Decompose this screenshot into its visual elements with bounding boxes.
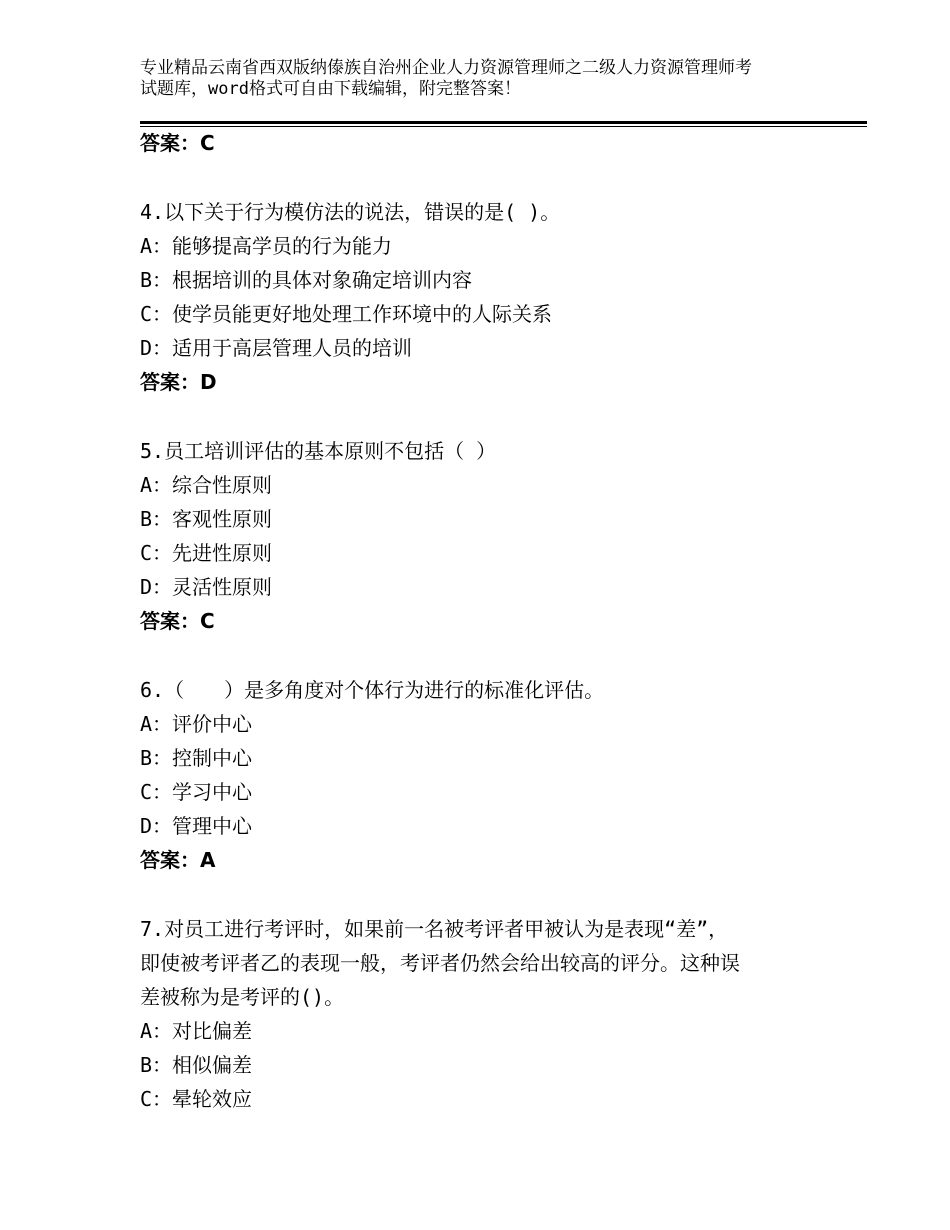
question-7-stem-line-1: 7.对员工进行考评时，如果前一名被考评者甲被认为是表现“差”， [140, 917, 729, 941]
question-7-option-b: B：相似偏差 [140, 1053, 253, 1077]
question-7-stem-line-3: 差被称为是考评的()。 [140, 985, 345, 1009]
header-rule-thin [140, 126, 867, 127]
question-6-stem: 6.（ ）是多角度对个体行为进行的标准化评估。 [140, 678, 605, 702]
question-5-answer: 答案：C [140, 609, 215, 633]
question-5-stem: 5.员工培训评估的基本原则不包括（ ） [140, 439, 497, 463]
question-7-stem-line-2: 即使被考评者乙的表现一般，考评者仍然会给出较高的评分。这种误 [140, 951, 740, 975]
question-4-option-b: B：根据培训的具体对象确定培训内容 [140, 268, 473, 292]
question-4-option-a: A：能够提高学员的行为能力 [140, 234, 393, 258]
question-4-option-c: C：使学员能更好地处理工作环境中的人际关系 [140, 302, 553, 326]
question-6-option-d: D：管理中心 [140, 814, 253, 838]
question-7-option-c: C：晕轮效应 [140, 1087, 253, 1111]
question-5-option-d: D：灵活性原则 [140, 575, 273, 599]
page-header [140, 58, 840, 100]
header-line-1: 专业精品云南省西双版纳傣族自治州企业人力资源管理师之二级人力资源管理师考 [140, 58, 752, 78]
question-4-answer: 答案：D [140, 370, 217, 394]
question-4-option-d: D：适用于高层管理人员的培训 [140, 336, 413, 360]
question-5-option-b: B：客观性原则 [140, 507, 273, 531]
question-6-option-c: C：学习中心 [140, 780, 253, 804]
question-5-option-a: A：综合性原则 [140, 473, 273, 497]
question-6-answer: 答案：A [140, 848, 216, 872]
question-4-stem: 4.以下关于行为模仿法的说法，错误的是( )。 [140, 200, 561, 224]
answer-previous: 答案：C [140, 131, 215, 155]
header-line-2: 试题库，word格式可自由下载编辑，附完整答案！ [140, 79, 521, 99]
question-5-option-c: C：先进性原则 [140, 541, 273, 565]
header-rule-thick [140, 121, 867, 124]
question-6-option-b: B：控制中心 [140, 746, 253, 770]
question-7-option-a: A：对比偏差 [140, 1019, 253, 1043]
question-6-option-a: A：评价中心 [140, 712, 253, 736]
